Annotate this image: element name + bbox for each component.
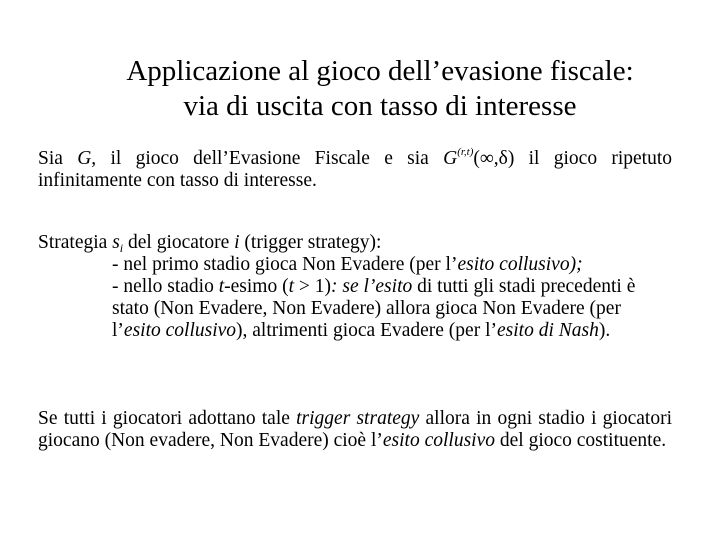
subscript: i — [119, 241, 124, 255]
game-symbol: G, — [77, 148, 97, 169]
text-run: (trigger strategy): — [239, 232, 382, 253]
text-run: ), altrimenti gioca Evadere (per l’ — [236, 320, 497, 341]
italic-run: esito collusivo — [123, 320, 237, 341]
strategy-intro — [38, 232, 672, 254]
paragraph-definition — [38, 148, 672, 192]
paragraph-strategy — [38, 232, 672, 342]
strategy-bullet-2 — [38, 276, 672, 342]
text-run: ). — [598, 320, 611, 341]
italic-run: trigger strategy — [296, 408, 420, 429]
strategy-symbol: s — [112, 232, 120, 253]
italic-run: t — [218, 276, 225, 297]
title-line-1: Applicazione al gioco dell’evasione fiscale: — [126, 55, 634, 87]
italic-run: esito — [375, 276, 413, 297]
italic-run: esito di Nash — [497, 320, 599, 341]
italic-run: : se l’ — [331, 276, 376, 297]
text-run: il gioco dell’Evasione Fiscale e sia — [96, 148, 444, 169]
strategy-bullet-1 — [38, 254, 672, 276]
text-run: del gioco costituente. — [495, 430, 667, 451]
italic-run: esito collusivo — [382, 430, 495, 451]
title-line-2: via di uscita con tasso di interesse — [183, 90, 577, 122]
text-run: Se tutti i giocatori adottano tale — [38, 408, 297, 429]
slide-title — [40, 54, 720, 124]
game-arguments: (∞,δ) — [473, 148, 515, 169]
text-run: > 1) — [294, 276, 331, 297]
text-run: Sia — [38, 148, 78, 169]
text-run: - nel primo stadio gioca Non Evadere (per l’ — [112, 254, 458, 275]
text-run: - nello stadio — [112, 276, 219, 297]
text-run: del giocatore — [123, 232, 235, 253]
text-run: -esimo ( — [224, 276, 289, 297]
text-run: allora in ogni stadio i giocatori giocano (Non evadere, Non Evadere) cioè l’ — [38, 408, 672, 451]
player-symbol: i — [234, 232, 240, 253]
text-run: il gioco ripetuto infinitamente con tasso di interesse. — [38, 148, 673, 191]
italic-run: esito collusivo); — [457, 254, 583, 275]
superscript: (r,t) — [457, 146, 474, 158]
paragraph-conclusion — [38, 408, 672, 452]
repeated-game-symbol: G — [443, 148, 458, 169]
text-run: Strategia — [38, 232, 113, 253]
italic-run: t — [288, 276, 294, 297]
text-run: di tutti gli stadi precedenti è stato (Non Evadere, Non Evadere) allora gioca Non Evadere (per l’ — [112, 276, 636, 341]
